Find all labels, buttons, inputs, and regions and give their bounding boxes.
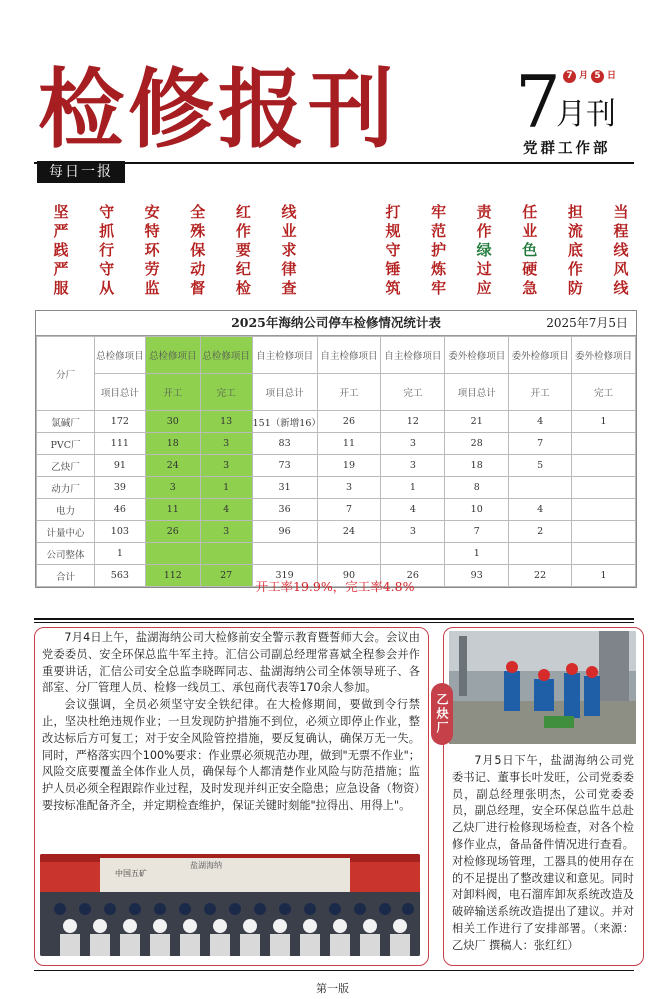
slogan-char: 责 [476,203,492,221]
table-cell: 31 [252,477,317,499]
slogan-row [50,241,300,260]
table-cell: 18 [145,433,200,455]
issue-date [563,70,617,83]
slogan-char: 打 [385,203,401,221]
table-cell: 1 [445,543,509,565]
table-cell [509,477,572,499]
table-cell: 1 [572,565,636,587]
slogan-char: 任 [522,203,538,221]
table-cell: 13 [200,411,252,433]
slogan-char: 筑 [385,279,401,297]
table-cell: 11 [145,499,200,521]
row-branch-name: 计量中心 [37,521,95,543]
table-cell: 5 [509,455,572,477]
slogan-char: 过 [476,260,492,278]
slogan-row [50,260,300,279]
table-cell: 172 [94,411,145,433]
slogan-row [382,260,632,279]
slogan-char: 守 [385,241,401,259]
slogan-char: 求 [281,241,297,259]
slogan-char: 纪 [235,260,251,278]
slogan-char: 抓 [99,222,115,240]
meeting-paragraph: 会议强调，全员必须坚守安全铁纪律。在大检修期间，要做到令行禁止，坚决杜绝违规作业；一旦发现防护措施不到位，必须立即停止作业，整改达标后方可复工；对于安全风险管控措施，要反复确认，确保万无一失。同时，严格落实四个100%要求：作业票必须规范办理，做到"无票不作业"；风险交底要覆盖全体作业人员，确保每个人都清楚作业风险与防范措施；监护人员必须全程跟踪作业过程，及时发现并纠正安全隐患；应急设备（物资）要按标准配备齐全，并定期检查维护，保证关键时刻能"拉得出、用得上"。 [42,698,420,812]
slogan-char: 环 [144,241,160,259]
table-cell: 3 [381,455,445,477]
slogan-char: 保 [190,241,206,259]
section-rule-thin [34,622,634,623]
table-cell: 1 [572,411,636,433]
slogan-char: 特 [144,222,160,240]
slogan-char: 硬 [522,260,538,278]
table-cell: 4 [381,499,445,521]
table-cell: 90 [317,565,381,587]
group-header: 总检修项目 [94,337,145,374]
slogan-char: 查 [281,279,297,297]
table-cell [252,543,317,565]
group-header: 总检修项目 [145,337,200,374]
meeting-photo [40,854,420,956]
table-cell: 4 [509,411,572,433]
slogan-char: 业 [281,222,297,240]
slogan-char: 劳 [144,260,160,278]
table-cell: 73 [252,455,317,477]
stats-grid [36,336,636,587]
table-date: 2025年7月5日 [546,316,628,330]
table-cell [572,499,636,521]
table-cell: 39 [94,477,145,499]
sub-header: 开工 [317,374,381,411]
table-cell [317,543,381,565]
sub-header: 开工 [509,374,572,411]
table-cell: 91 [94,455,145,477]
date-month-char: 月 [579,71,589,81]
slogan-char: 服 [53,279,69,297]
table-cell: 563 [94,565,145,587]
sub-header: 完工 [381,374,445,411]
slogan-char: 践 [53,241,69,259]
table-row [37,543,636,565]
table-cell: 2 [509,521,572,543]
masthead-title: 检修报刊 [38,59,398,160]
completion-rate: 开工率19.9%，完工率4.8% [255,579,415,594]
group-header: 自主检修项目 [317,337,381,374]
daily-tag: 每日一报 [37,161,125,183]
banner-logo-text-2: 盐湖海纳 [190,861,222,870]
meeting-paragraph: 7月4日上午，盐湖海纳公司大检修前安全警示教育暨誓师大会。会议由党委委员、安全环保总监牛军主持。汇信公司副总经理常喜斌全程参会并作重要讲话，汇信公司安全总监李晓晖同志、盐湖海纳公司全体领导班子、各部室、分厂管理人员、检修一线员工、承包商代表等170余人参加。 [42,631,420,695]
slogan-char: 从 [99,279,115,297]
date-month-badge: 7 [563,70,576,83]
slogan-char: 线 [613,279,629,297]
table-cell: 83 [252,433,317,455]
row-branch-name: 公司整体 [37,543,95,565]
table-cell: 3 [200,433,252,455]
maintenance-stats-table [35,310,637,588]
slogan-char: 作 [235,222,251,240]
table-cell: 112 [145,565,200,587]
sub-header: 项目总计 [252,374,317,411]
table-cell [509,543,572,565]
table-cell: 96 [252,521,317,543]
table-cell: 3 [317,477,381,499]
slogan-char: 护 [431,241,447,259]
table-cell: 1 [200,477,252,499]
slogan-char: 安 [144,203,160,221]
site-article [452,753,634,955]
slogan-char: 监 [144,279,160,297]
slogan-char: 业 [522,222,538,240]
slogan-char: 线 [281,203,297,221]
table-cell: 4 [509,499,572,521]
site-inspection-photo [449,631,636,744]
table-cell: 21 [445,411,509,433]
table-row [37,477,636,499]
slogan-char: 殊 [190,222,206,240]
slogan-char: 动 [190,260,206,278]
slogan-char: 检 [235,279,251,297]
slogan-char: 律 [281,260,297,278]
slogan-char: 范 [431,222,447,240]
date-day-badge: 5 [591,70,604,83]
page-number: 第一版 [316,982,349,995]
slogan-row [382,222,632,241]
table-cell [572,455,636,477]
row-branch-name: PVC厂 [37,433,95,455]
sub-header: 开工 [145,374,200,411]
table-cell: 46 [94,499,145,521]
row-branch-name: 乙炔厂 [37,455,95,477]
slogan-char: 急 [522,279,538,297]
table-cell: 19 [317,455,381,477]
slogan-char: 担 [567,203,583,221]
table-cell: 27 [200,565,252,587]
group-header: 自主检修项目 [252,337,317,374]
table-cell: 7 [509,433,572,455]
table-cell: 3 [381,433,445,455]
slogan-char: 守 [99,203,115,221]
table-cell: 3 [145,477,200,499]
table-row [37,521,636,543]
table-cell: 319 [252,565,317,587]
table-cell: 28 [445,433,509,455]
table-cell: 4 [200,499,252,521]
site-paragraph: 7月5日下午，盐湖海纳公司党委书记、董事长叶发旺，公司党委委员，副总经理张明杰，公司党委委员，副总经理，安全环保总监牛总赴乙炔厂进行检修现场检查，对各个检修作业点，备品备件情况进行查看。对检修现场管理，工器具的使用存在的不足提出了整改建议和意见。同时对卸料阀，电石溜库卸灰系统改造及破碎输送系统改造提出了建议。并对相关工作进行了安排部署。（来源：乙炔厂 撰稿人：张红红） [452,754,634,952]
table-cell: 3 [200,455,252,477]
table-cell: 18 [445,455,509,477]
table-cell [572,521,636,543]
slogan-row [382,203,632,222]
slogan-row [382,279,632,298]
row-branch-name: 合计 [37,565,95,587]
slogan-char: 底 [567,241,583,259]
table-cell: 1 [94,543,145,565]
group-header: 总检修项目 [200,337,252,374]
table-cell: 24 [145,455,200,477]
department-name: 党群工作部 [523,141,611,157]
sub-header: 项目总计 [445,374,509,411]
slogan-char: 作 [567,260,583,278]
slogan-char: 防 [567,279,583,297]
group-header: 委外检修项目 [445,337,509,374]
table-cell: 1 [381,477,445,499]
slogan-row [382,241,632,260]
table-cell: 24 [317,521,381,543]
slogan-char: 应 [476,279,492,297]
table-cell [572,433,636,455]
table-cell: 26 [381,565,445,587]
table-row [37,499,636,521]
table-cell: 93 [445,565,509,587]
sub-header: 项目总计 [94,374,145,411]
slogan-char: 守 [99,260,115,278]
slogan-char: 行 [99,241,115,259]
table-cell: 111 [94,433,145,455]
table-cell: 3 [381,521,445,543]
issue-number: 7 [515,60,561,144]
slogan-char: 坚 [53,203,69,221]
slogan-char: 当 [613,203,629,221]
sub-header: 完工 [200,374,252,411]
table-cell: 7 [445,521,509,543]
slogan-row [50,222,300,241]
table-cell [145,543,200,565]
table-cell: 30 [145,411,200,433]
row-branch-name: 动力厂 [37,477,95,499]
slogan-char: 炼 [431,260,447,278]
slogan-char: 绿 [476,241,492,259]
slogan-left [50,203,300,298]
table-cell: 26 [317,411,381,433]
banner-logo-text: 中国五矿 [115,869,147,878]
issue-unit: 月刊 [556,97,616,132]
group-header: 自主检修项目 [381,337,445,374]
slogan-row [50,203,300,222]
table-cell [572,477,636,499]
table-cell: 10 [445,499,509,521]
slogan-row [50,279,300,298]
slogan-char: 牢 [431,203,447,221]
table-cell: 12 [381,411,445,433]
table-cell: 36 [252,499,317,521]
table-row [37,433,636,455]
table-cell: 11 [317,433,381,455]
slogan-char: 色 [522,241,538,259]
table-row [37,455,636,477]
table-cell: 151（新增16） [252,411,317,433]
date-day-char: 日 [607,71,617,81]
slogan-char: 作 [476,222,492,240]
table-cell: 3 [200,521,252,543]
sub-header: 完工 [572,374,636,411]
site-tag: 乙炔厂 [431,683,453,745]
table-title: 2025年海纳公司停车检修情况统计表 [231,315,441,330]
table-row [37,411,636,433]
slogan-char: 程 [613,222,629,240]
slogan-char: 全 [190,203,206,221]
group-header: 委外检修项目 [572,337,636,374]
slogan-char: 线 [613,241,629,259]
table-cell: 7 [317,499,381,521]
meeting-article [42,630,420,815]
slogan-char: 锤 [385,260,401,278]
footer-rule [34,970,634,971]
row-branch-name: 电力 [37,499,95,521]
header-branch: 分厂 [37,337,95,411]
table-cell [200,543,252,565]
slogan-char: 流 [567,222,583,240]
group-header: 委外检修项目 [509,337,572,374]
table-cell: 22 [509,565,572,587]
slogan-right [382,203,632,298]
slogan-char: 严 [53,222,69,240]
table-cell [381,543,445,565]
slogan-char: 要 [235,241,251,259]
table-cell: 103 [94,521,145,543]
slogan-char: 严 [53,260,69,278]
section-rule [34,618,634,620]
slogan-char: 红 [235,203,251,221]
slogan-char: 规 [385,222,401,240]
table-cell [572,543,636,565]
slogan-char: 督 [190,279,206,297]
table-title-bar [36,311,636,336]
slogan-char: 风 [613,260,629,278]
table-cell: 8 [445,477,509,499]
slogan-char: 牢 [431,279,447,297]
row-branch-name: 氯碱厂 [37,411,95,433]
table-cell: 26 [145,521,200,543]
